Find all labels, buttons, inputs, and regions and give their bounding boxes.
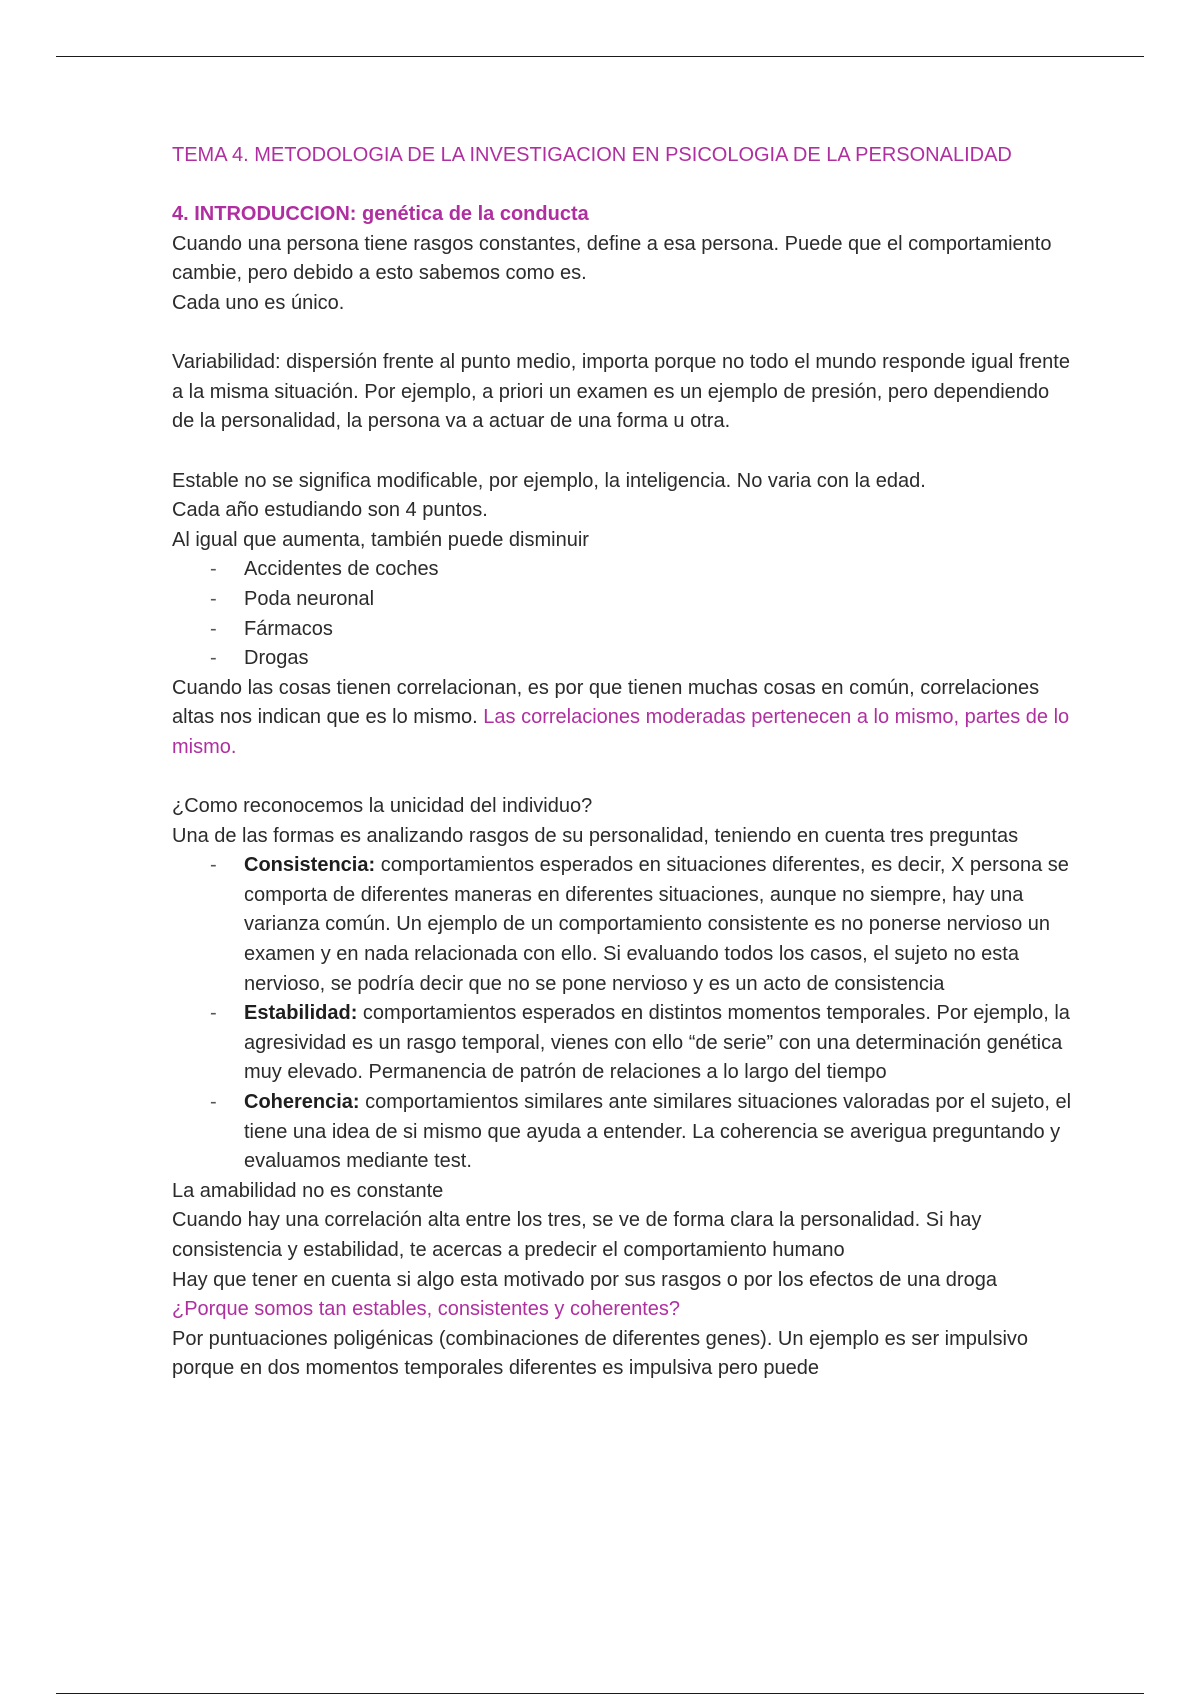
correlation-highlight: Las correlaciones moderadas pertenecen a lo mismo, partes de lo mismo.: [172, 706, 1070, 758]
trait-description: comportamientos esperados en distintos momentos temporales. Por ejemplo, la agresividad es un rasgo temporal, vienes con ello “de serie” con una determinación genética muy elevado. Permanencia de patrón de relaciones a lo largo del tiempo: [244, 1002, 1070, 1084]
trait-term: Estabilidad:: [244, 1002, 358, 1025]
question-why-stable: ¿Porque somos tan estables, consistentes y coherentes?: [172, 1298, 681, 1321]
paragraph-decrease: Al igual que aumenta, también puede disminuir: [172, 528, 589, 551]
paragraph-kindness: La amabilidad no es constante: [172, 1179, 444, 1202]
paragraph-unique: Cada uno es único.: [172, 291, 345, 314]
paragraph-constant-traits: Cuando una persona tiene rasgos constantes, define a esa persona. Puede que el comportamiento cambie, pero debido a esto sabemos como es.: [172, 232, 1052, 285]
trait-term: Coherencia:: [244, 1091, 360, 1113]
spacer: [172, 437, 1072, 467]
paragraph-drug-effects: Hay que tener en cuenta si algo esta motivado por sus rasgos o por los efectos de una droga: [172, 1268, 997, 1291]
paragraph-variability: Variabilidad: dispersión frente al punto medio, importa porque no todo el mundo responde igual frente a la misma situación. Por ejemplo, a priori un examen es un ejemplo de presión, pero dependiendo de la personalidad, la persona va a actuar de una forma u otra.: [172, 351, 1070, 433]
spacer: [172, 171, 1072, 201]
bottom-rule: [56, 1693, 1144, 1694]
document-title: TEMA 4. METODOLOGIA DE LA INVESTIGACION EN PSICOLOGIA DE LA PERSONALIDAD: [172, 144, 1012, 166]
traits-list: [172, 851, 1072, 1177]
trait-description: comportamientos esperados en situaciones diferentes, es decir, X persona se comporta de diferentes maneras en diferentes situaciones, aunque no siempre, hay una varianza común. Un ejemplo de un comportamiento consistente es no ponerse nervioso un examen y en nada relacionada con ello. Si evaluando todos los casos, el sujeto no esta nervioso, se podría decir que no se pone nervioso y es un acto de consistencia: [244, 854, 1069, 995]
top-rule: [56, 56, 1144, 57]
list-item: - Accidentes de coches: [172, 555, 1072, 585]
section-heading: 4. INTRODUCCION: genética de la conducta: [172, 203, 589, 226]
paragraph-three-questions: Una de las formas es analizando rasgos de su personalidad, teniendo en cuenta tres preguntas: [172, 824, 1019, 847]
correlation-text: Cuando las cosas tienen correlacionan, es por que tienen muchas cosas en común, correlaciones altas nos indican que es lo mismo.: [172, 676, 1040, 729]
list-item: - Poda neuronal: [172, 585, 1072, 615]
decrease-list: [172, 555, 1072, 673]
list-item: - Fármacos: [172, 615, 1072, 645]
document-body: [172, 141, 1072, 1384]
paragraph-question-uniqueness: ¿Como reconocemos la unicidad del individuo?: [172, 795, 593, 818]
paragraph-polygenic: Por puntuaciones poligénicas (combinaciones de diferentes genes). Un ejemplo es ser impulsivo porque en dos momentos temporales diferentes es impulsiva pero puede: [172, 1327, 1029, 1380]
trait-coherence: [172, 1088, 1072, 1177]
trait-consistency: [172, 851, 1072, 999]
paragraph-high-correlation: Cuando hay una correlación alta entre los tres, se ve de forma clara la personalidad. Si hay consistencia y estabilidad, te acercas a predecir el comportamiento humano: [172, 1209, 982, 1261]
spacer: [172, 762, 1072, 792]
paragraph-points: Cada año estudiando son 4 puntos.: [172, 499, 488, 522]
spacer: [172, 319, 1072, 349]
paragraph-stable: Estable no se significa modificable, por ejemplo, la inteligencia. No varia con la edad.: [172, 469, 926, 492]
trait-stability: [172, 999, 1072, 1088]
list-item: - Drogas: [172, 644, 1072, 674]
trait-description: comportamientos similares ante similares situaciones valoradas por el sujeto, el tiene una idea de si mismo que ayuda a entender. La coherencia se averigua preguntando y evaluamos mediante test.: [244, 1091, 1072, 1173]
trait-term: Consistencia:: [244, 854, 376, 877]
paragraph-correlation: [172, 674, 1072, 763]
